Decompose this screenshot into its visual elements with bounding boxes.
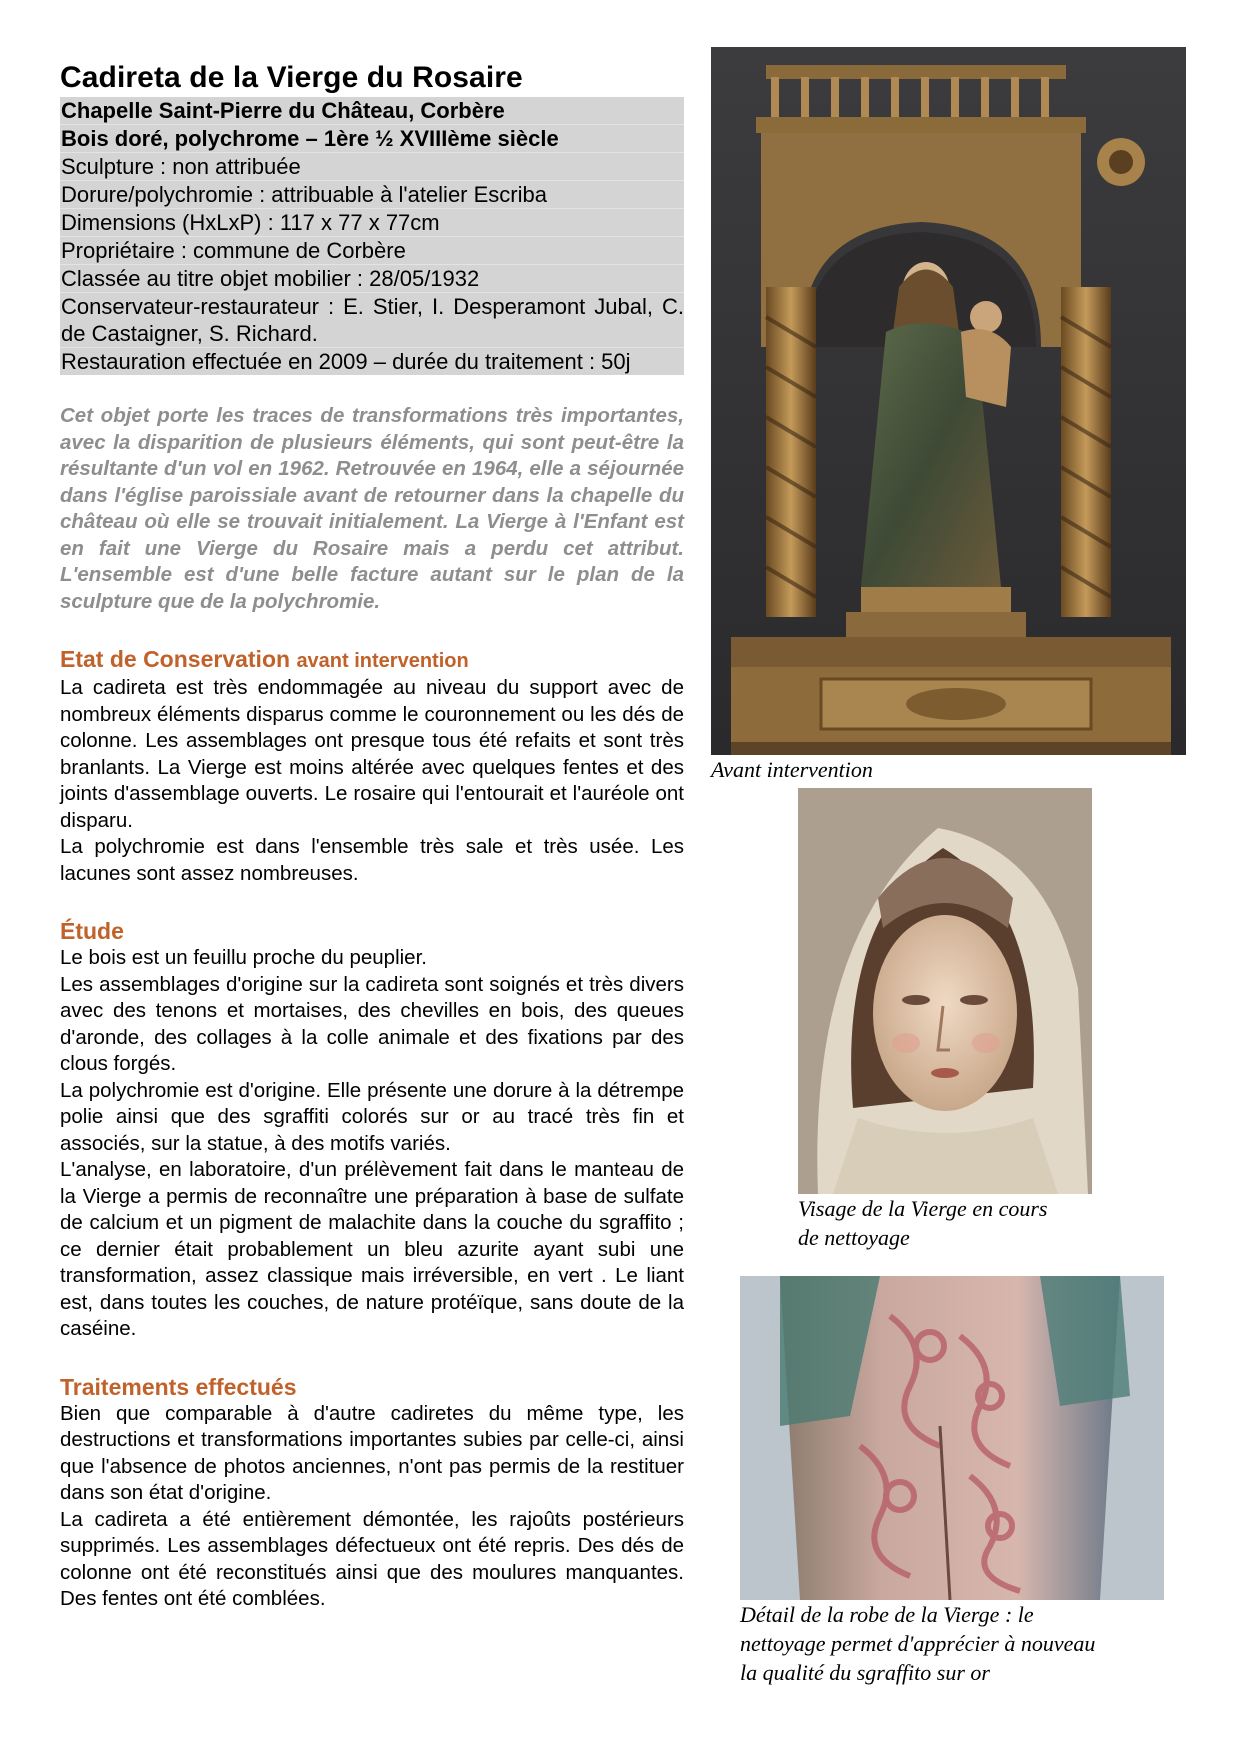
paragraph: La polychromie est d'origine. Elle présente une dorure à la détrempe polie ainsi que des sgraffiti colorés sur or au tracé très fin et associés, sur la statue, à des motifs variés. (60, 1078, 684, 1155)
paragraph: Le bois est un feuillu proche du peuplier. (60, 946, 427, 969)
section-etude-body (60, 945, 684, 1343)
caption-robe-line3: la qualité du sgraffito sur or (740, 1660, 990, 1685)
caption-face-line2: de nettoyage (798, 1225, 910, 1250)
caption-face-line1: Visage de la Vierge en cours (798, 1196, 1048, 1221)
section-title-etat (60, 645, 684, 675)
section-title-traitements: Traitements effectués (60, 1373, 297, 1400)
page-title: Cadireta de la Vierge du Rosaire (60, 61, 523, 94)
info-sculpture: Sculpture : non attribuée (60, 153, 684, 181)
paragraph: La cadireta est très endommagée au niveau du support avec de nombreux éléments disparus comme le couronnement ou les dés de colonne. Les assemblages ont presque tous été refaits et sont très branlants. La Vierge est moins altérée avec quelques fentes et des joints d'assemblage ouverts. Le rosaire qui l'entourait et l'auréole ont disparu. (60, 676, 684, 832)
info-dorure: Dorure/polychromie : attribuable à l'atelier Escriba (60, 181, 684, 209)
info-owner: Propriétaire : commune de Corbère (60, 237, 684, 265)
photo-robe-detail (740, 1276, 1164, 1600)
photo-virgin-face (798, 788, 1092, 1194)
paragraph: Les assemblages d'origine sur la cadireta sont soignés et très divers avec des tenons et mortaises, des chevilles en bois, des queues d'aronde, des collages à la colle animale et des fixations par des clous forgés. (60, 972, 684, 1075)
paragraph: Bien que comparable à d'autre cadiretes du même type, les destructions et transformations importantes subies par celle-ci, ainsi que l'absence de photos anciennes, n'ont pas permis de la restituer dans son état d'origine. (60, 1401, 684, 1504)
info-restoration-date: Restauration effectuée en 2009 – durée du traitement : 50j (61, 349, 631, 374)
info-material: Bois doré, polychrome – 1ère ½ XVIIIème siècle (60, 125, 684, 153)
section-title-etude: Étude (60, 918, 124, 944)
info-restorers: Conservateur-restaurateur : E. Stier, I. Desperamont Jubal, C. de Castaigner, S. Richard. (61, 294, 684, 346)
photo-cadireta-before (711, 47, 1186, 755)
paragraph: L'analyse, en laboratoire, d'un prélèvement fait dans le manteau de la Vierge a permis de reconnaître une préparation à base de sulfate de calcium et un pigment de malachite dans la couche du sgraffito ; ce dernier était probablement un bleu azurite ayant subi une transformation, assez classique mais irréversible, en vert . Le liant est, dans toutes les couches, de nature protéïque, sans doute de la caséine. (60, 1158, 684, 1340)
section-title-etat-sub: avant intervention (296, 650, 469, 672)
caption-robe-line1: Détail de la robe de la Vierge : le (740, 1602, 1034, 1627)
intro-paragraph: Cet objet porte les traces de transformations très importantes, avec la disparition de plusieurs éléments, qui sont peut-être la résultante d'un vol en 1962. Retrouvée en 1964, elle a séjournée dans l'église paroissiale avant de retourner dans la chapelle du château où elle se trouvait initialement. La Vierge à l'Enfant est en fait une Vierge du Rosaire mais a perdu cet attribut. L'ensemble est d'une belle facture autant sur le plan de la sculpture que de la polychromie. (60, 404, 684, 613)
caption-robe-line2: nettoyage permet d'apprécier à nouveau (740, 1631, 1096, 1656)
info-classification: Classée au titre objet mobilier : 28/05/1932 (60, 265, 684, 293)
text-column (60, 60, 684, 1613)
section-traitements-body (60, 1401, 684, 1613)
info-dimensions: Dimensions (HxLxP) : 117 x 77 x 77cm (60, 209, 684, 237)
section-title-etat-main: Etat de Conservation (60, 646, 291, 672)
paragraph: La polychromie est dans l'ensemble très sale et très usée. Les lacunes sont assez nombreuses. (60, 835, 684, 885)
paragraph: La cadireta a été entièrement démontée, les rajoûts postérieurs supprimés. Les assemblages défectueux ont été repris. Des dés de colonne ont été reconstitués ainsi que des moulures manquantes. Des fentes ont été comblées. (60, 1507, 684, 1610)
section-etat-body (60, 675, 684, 887)
info-location: Chapelle Saint-Pierre du Château, Corbère (60, 97, 684, 125)
caption-before-intervention: Avant intervention (711, 757, 873, 782)
info-box (60, 97, 684, 375)
